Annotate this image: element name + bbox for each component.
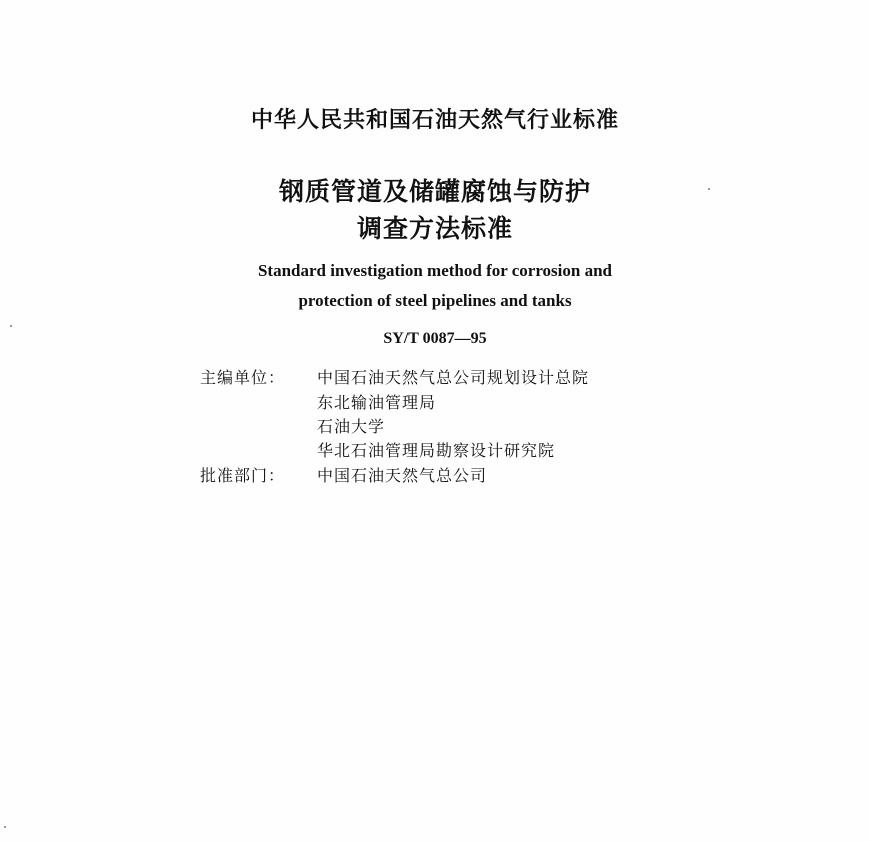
editor-organization: 石油大学 <box>317 417 386 436</box>
approver-label: 批准部门： <box>200 466 286 485</box>
editor-organization: 东北输油管理局 <box>317 393 437 412</box>
title-cn-line-2: 调查方法标准 <box>356 214 513 243</box>
editor-organization: 华北石油管理局勘察设计研究院 <box>317 441 556 460</box>
title-en-line-2: protection of steel pipelines and tanks <box>298 291 572 310</box>
title-en-line-1: Standard investigation method for corrosion and <box>257 261 613 280</box>
standard-category-header: 中华人民共和国石油天然气行业标准 <box>250 108 619 133</box>
approver-organization: 中国石油天然气总公司 <box>317 466 488 485</box>
scan-speck <box>4 826 6 828</box>
standard-code: SY/T 0087—95 <box>383 330 487 347</box>
scan-speck <box>708 188 710 190</box>
title-cn-line-1: 钢质管道及储罐腐蚀与防护 <box>278 177 591 206</box>
editor-organization: 中国石油天然气总公司规划设计总院 <box>317 368 590 387</box>
editors-label: 主编单位： <box>200 368 286 387</box>
scan-speck <box>10 325 12 327</box>
